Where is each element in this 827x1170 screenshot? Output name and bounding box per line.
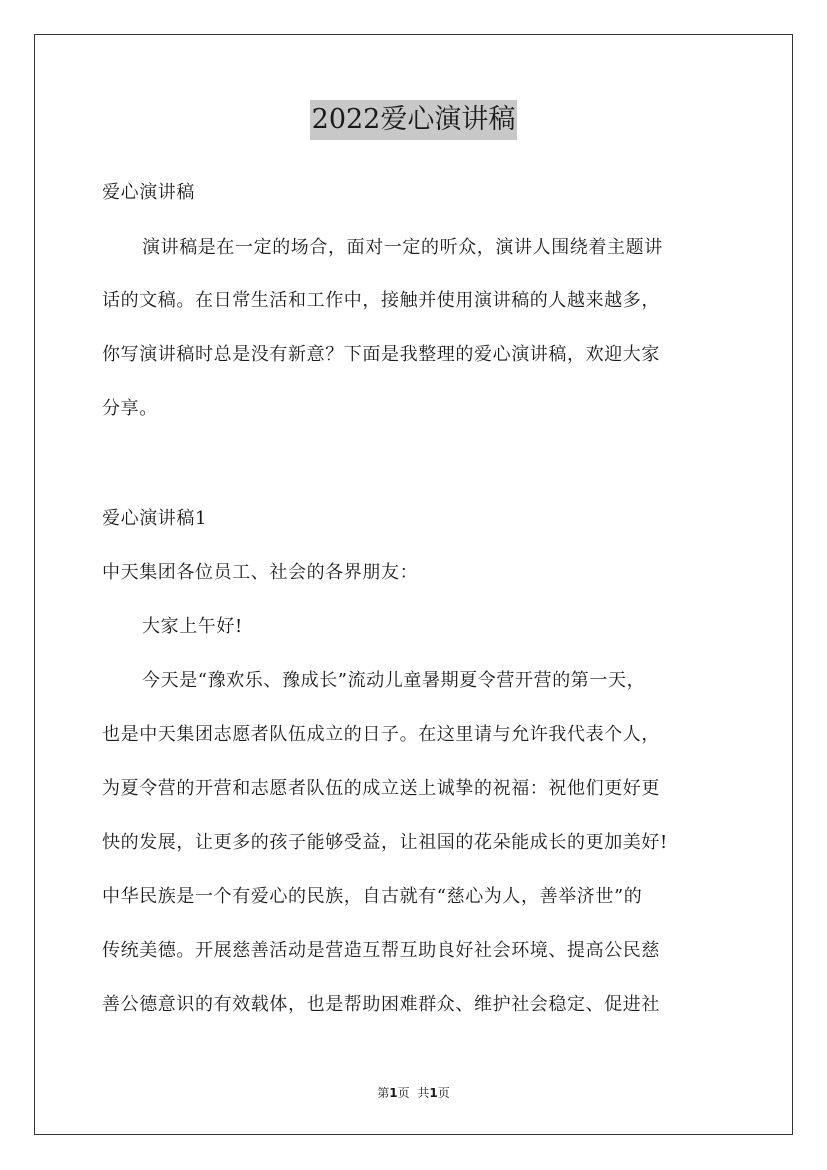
intro-line-4: 分享。: [102, 398, 158, 419]
body-line-3: 为夏令营的开营和志愿者队伍的成立送上诚挚的祝福：祝他们更好更: [102, 778, 660, 799]
footer-total-suffix: 页: [437, 1086, 450, 1100]
greeting: 大家上午好!: [142, 616, 243, 637]
subtitle: 爱心演讲稿: [102, 182, 195, 203]
section-heading: 爱心演讲稿1: [102, 508, 208, 529]
intro-line-3: 你写演讲稿时总是没有新意？下面是我整理的爱心演讲稿，欢迎大家: [102, 344, 660, 365]
footer-page-prefix: 第: [377, 1086, 390, 1100]
page-footer: [0, 1084, 827, 1101]
footer-total-number: 1: [429, 1086, 438, 1100]
body-line-1: 今天是“豫欢乐、豫成长”流动儿童暑期夏令营开营的第一天，: [142, 670, 646, 691]
salutation: 中天集团各位员工、社会的各界朋友：: [102, 562, 419, 583]
document-title: 2022爱心演讲稿: [310, 100, 518, 140]
body-line-5: 中华民族是一个有爱心的民族，自古就有“慈心为人，善举济世”的: [102, 886, 643, 907]
intro-line-2: 话的文稿。在日常生活和工作中，接触并使用演讲稿的人越来越多，: [102, 290, 660, 311]
footer-total-prefix: 共: [417, 1086, 430, 1100]
title-wrap: [0, 100, 827, 140]
body-line-2: 也是中天集团志愿者队伍成立的日子。在这里请与允许我代表个人，: [102, 724, 660, 745]
body-line-6: 传统美德。开展慈善活动是营造互帮互助良好社会环境、提高公民慈: [102, 940, 660, 961]
intro-line-1: 演讲稿是在一定的场合，面对一定的听众，演讲人围绕着主题讲: [142, 237, 663, 258]
footer-page-number: 1: [389, 1086, 398, 1100]
footer-page-suffix: 页: [397, 1086, 410, 1100]
body-line-4: 快的发展，让更多的孩子能够受益，让祖国的花朵能成长的更加美好!: [102, 832, 668, 853]
body-line-7: 善公德意识的有效载体，也是帮助困难群众、维护社会稳定、促进社: [102, 994, 660, 1015]
